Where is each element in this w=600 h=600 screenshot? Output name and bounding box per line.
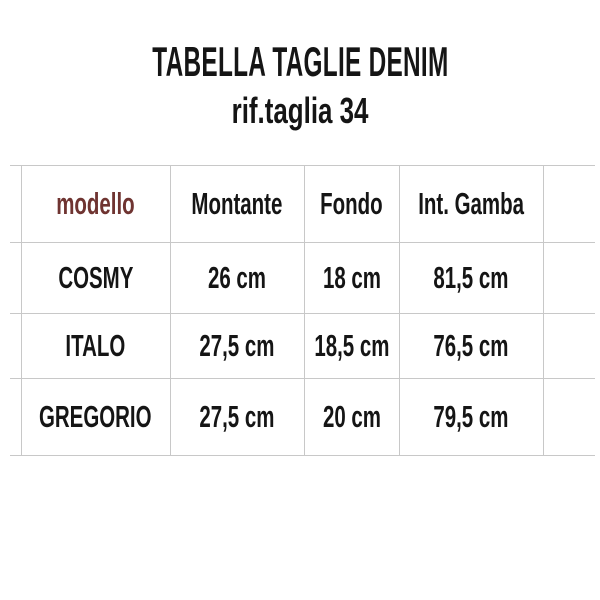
column-header-montante [170, 165, 304, 242]
table-cell-cosmy-montante [170, 242, 304, 313]
table-row-italo-model [21, 313, 170, 378]
measurement-value: 27,5 cm [199, 399, 275, 434]
measurement-value: 18,5 cm [313, 328, 390, 363]
table-cell-gregorio-int-gamba [399, 378, 543, 455]
column-header-label: Int. Gamba [418, 186, 524, 221]
measurement-value: 81,5 cm [433, 260, 509, 295]
table-cell-gregorio-fondo [304, 378, 399, 455]
column-header-label: modello [56, 186, 135, 221]
column-header-label: Fondo [320, 186, 383, 221]
grid-line-vertical [543, 165, 544, 456]
model-name: COSMY [57, 260, 134, 295]
column-header-int-gamba [399, 165, 543, 242]
measurement-value: 79,5 cm [433, 399, 509, 434]
measurement-value: 76,5 cm [433, 328, 509, 363]
table-row-cosmy-model [21, 242, 170, 313]
model-name: ITALO [65, 328, 126, 363]
measurement-value: 26 cm [207, 260, 267, 295]
table-cell-gregorio-montante [170, 378, 304, 455]
table-cell-italo-montante [170, 313, 304, 378]
table-cell-italo-int-gamba [399, 313, 543, 378]
page-title-text: TABELLA TAGLIE DENIM [151, 38, 449, 85]
column-header-fondo [304, 165, 399, 242]
size-table [10, 165, 595, 456]
page-title [0, 38, 600, 85]
table-cell-cosmy-fondo [304, 242, 399, 313]
measurement-value: 18 cm [322, 260, 381, 295]
table-row-gregorio-model [21, 378, 170, 455]
measurement-value: 20 cm [322, 399, 381, 434]
page-subtitle [0, 90, 600, 131]
table-cell-cosmy-int-gamba [399, 242, 543, 313]
column-header-modello [21, 165, 170, 242]
measurement-value: 27,5 cm [199, 328, 275, 363]
column-header-label: Montante [191, 186, 283, 221]
table-cell-italo-fondo [304, 313, 399, 378]
grid-line-horizontal [10, 455, 595, 456]
page-subtitle-text: rif.taglia 34 [231, 90, 369, 131]
model-name: GREGORIO [39, 399, 152, 434]
